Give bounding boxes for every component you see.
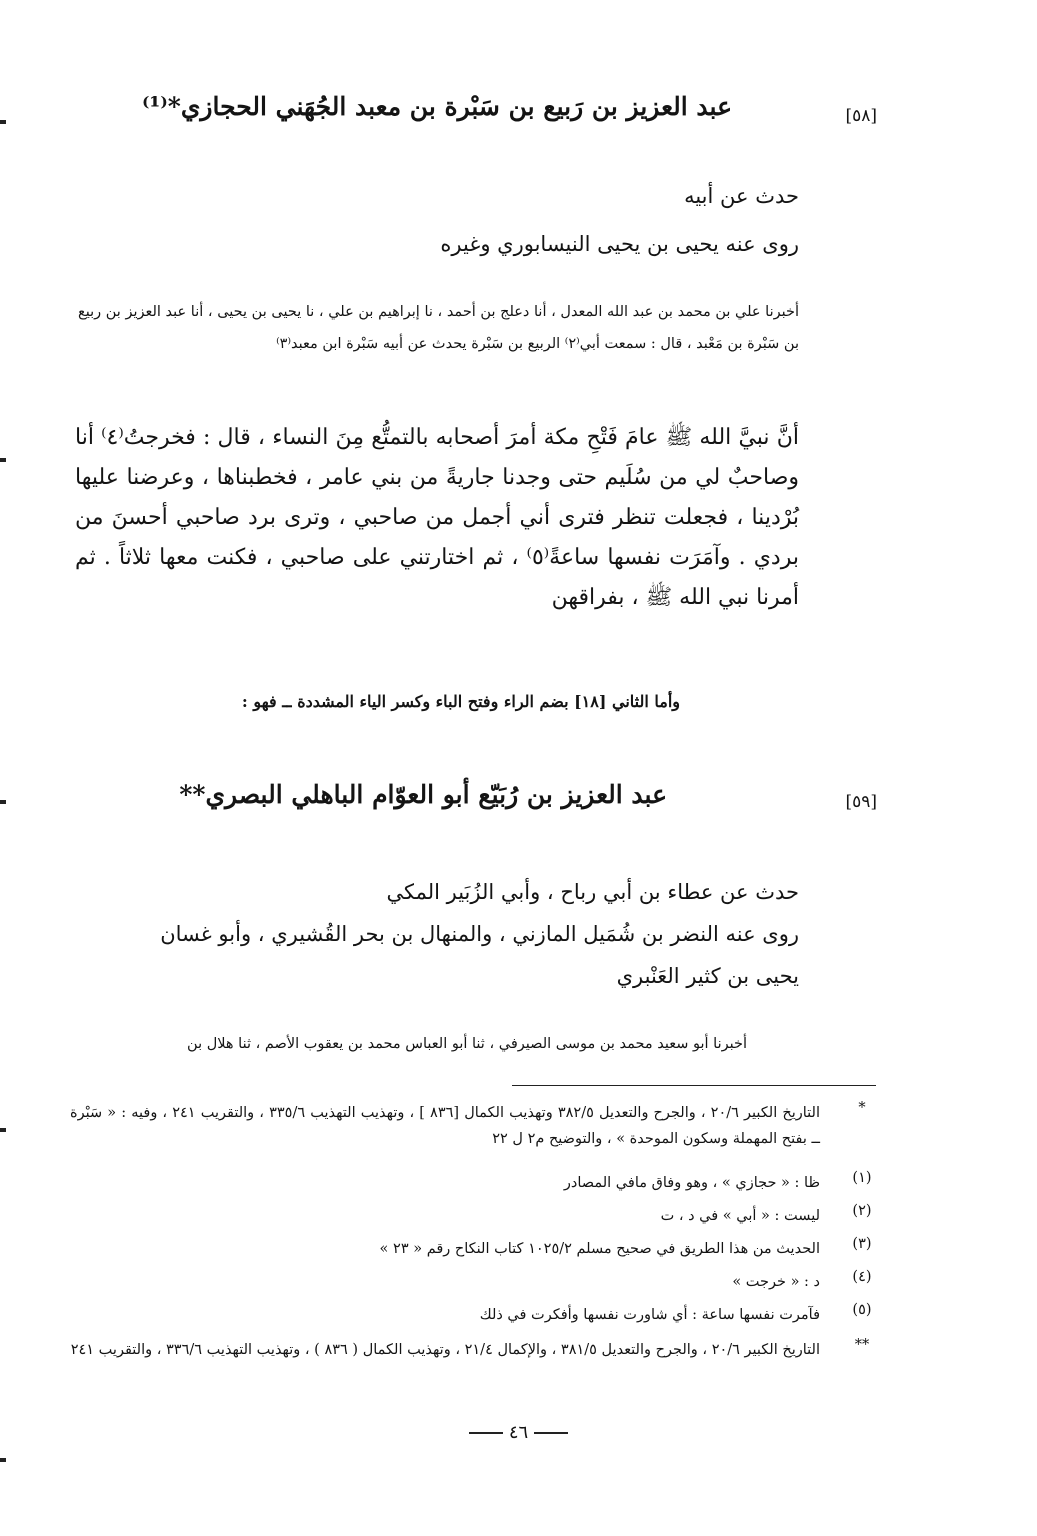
entry-heading: عبد العزيز بن رُبَيّع أبو العوّام الباهلي البصري** (179, 780, 667, 809)
footnote (70, 1236, 880, 1264)
scan-mark (0, 458, 6, 462)
scan-mark (0, 120, 6, 124)
footnote-mark: (٢) (852, 1203, 872, 1219)
footnote-separator (512, 1085, 876, 1086)
footnote-mark: (٥) (852, 1302, 872, 1318)
footnote-mark: ** (854, 1337, 870, 1353)
footnote-text: التاريخ الكبير ٢٠/٦ ، والجرح والتعديل ٣٨٢/٥ وتهذيب الكمال [٨٣٦ ] ، وتهذيب التهذيب ٣٣٥/٦ ، والتقريب ٢٤١ ، وفيه : « سَبْرة ــ بفتح المهملة وسكون الموحدة » ، والتوضيح م٢ ل ٢٢ (70, 1105, 820, 1147)
footnote (70, 1269, 880, 1297)
footnote-text: التاريخ الكبير ٢٠/٦ ، والجرح والتعديل ٣٨١/٥ ، والإكمال ٢١/٤ ، وتهذيب الكمال ( ٨٣٦ ) ، وتهذيب التهذيب ٣٣٦/٦ ، والتقريب ٢٤١ (70, 1342, 820, 1358)
isnad-paragraph: أخبرنا أبو سعيد محمد بن موسى الصيرفي ، ثنا أبو العباس محمد بن يعقوب الأصم ، ثنا هلال بن (187, 1036, 747, 1052)
isnad-paragraph: أخبرنا علي بن محمد بن عبد الله المعدل ، أنا دعلج بن أحمد ، نا إبراهيم بن علي ، نا يحيى بن يحيى ، أنا عبد العزيز بن ربيع بن سَبْرة بن مَعْبد ، قال : سمعت أبي⁽٢⁾ الربيع بن سَبْرة يحدث عن أبيه سَبْرة ابن معبد⁽٣⁾ (78, 304, 799, 352)
footnote-text: ظا : « حجازي » ، وهو وفاق مافي المصادر (563, 1175, 820, 1191)
narrators-line: روى عنه النضر بن شُمَيل المازني ، والمنهال بن بحر القُشيري ، وأبو غسان (160, 922, 799, 946)
scan-mark (0, 800, 6, 804)
transition-note: وأما الثاني [١٨] بضم الراء وفتح الباء وكسر الياء المشددة ــ فهو : (241, 692, 680, 711)
footnote-mark: (٣) (852, 1236, 872, 1252)
footnote-text: د : « خرجت » (732, 1274, 820, 1290)
hadith-text: أنَّ نبيَّ الله ﷺ عامَ فَتْحِ مكة أمرَ أصحابه بالتمتُّع مِنَ النساء ، قال : فخرجتُ⁽٤⁾ أنا وصاحبٌ لي من سُلَيم حتى وجدنا جاريةً من بني عامر ، فخطبناها ، وعرضنا عليها بُرْدينا ، فجعلت تنظر فترى أني أجمل من صاحبي ، وترى برد صاحبي أحسنَ من بردي . وآمَرَت نفسها ساعةً⁽٥⁾ ، ثم اختارتني على صاحبي ، فكنت معها ثلاثاً . ثم أمرنا نبي الله ﷺ ، بفراقهن (75, 425, 799, 610)
footnote-text: ليست : « أبي » في د ، ت (660, 1208, 820, 1224)
footnote (70, 1337, 880, 1391)
entry-number: [٥٩] (845, 792, 877, 812)
dash-right (534, 1432, 568, 1434)
entry-number: [٥٨] (845, 106, 877, 126)
narrators-line-continued: يحيى بن كثير العَنْبري (616, 964, 799, 988)
page-number (0, 1422, 1037, 1443)
footnote-text: الحديث من هذا الطريق في صحيح مسلم ١٠٢٥/٢ كتاب النكاح رقم « ٢٣ » (379, 1241, 820, 1257)
narrated-from-line: حدث عن عطاء بن أبي رباح ، وأبي الزُبَير المكي (386, 880, 799, 904)
narrators-line: روى عنه يحيى بن يحيى النيسابوري وغيره (440, 232, 799, 256)
footnote (70, 1100, 880, 1154)
footnote-mark: * (858, 1100, 866, 1116)
footnote (70, 1302, 880, 1330)
scan-mark (0, 1458, 6, 1462)
scan-mark (0, 1128, 6, 1132)
footnote (70, 1170, 880, 1198)
page-number-value: ٤٦ (508, 1422, 529, 1443)
footnote-text: فآمرت نفسها ساعة : أي شاورت نفسها وأفكرت في ذلك (479, 1307, 820, 1323)
footnote-mark: (١) (852, 1170, 872, 1186)
footnote-mark: (٤) (852, 1269, 872, 1285)
footnote (70, 1203, 880, 1231)
entry-heading: عبد العزيز بن رَبيع بن سَبْرة بن معبد الجُهَني الحجازي*⁽¹⁾ (141, 92, 732, 121)
narrated-from-line: حدث عن أبيه (684, 184, 799, 208)
dash-left (469, 1432, 503, 1434)
